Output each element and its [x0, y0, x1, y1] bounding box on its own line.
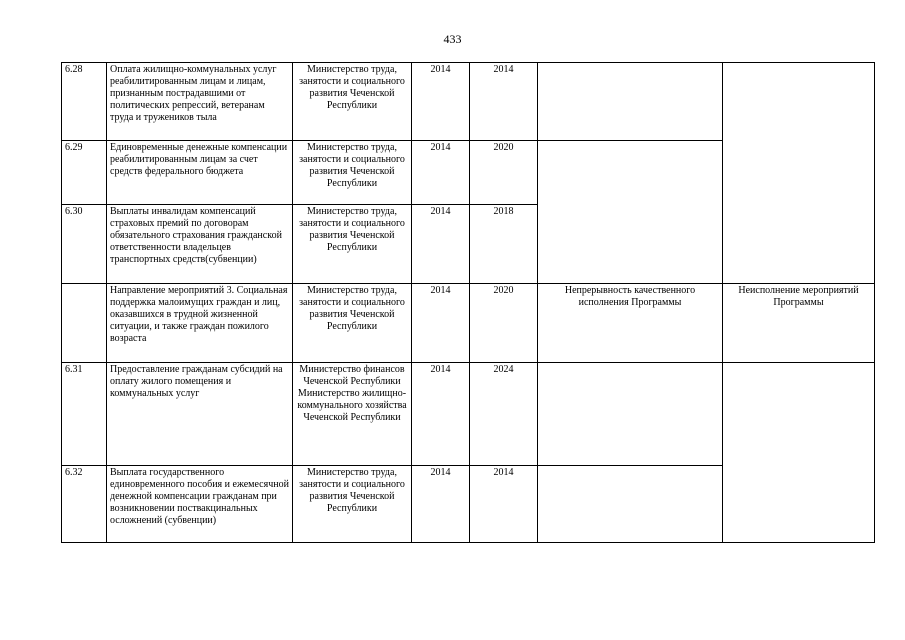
executor: Министерство труда, занятости и социального развития Чеченской Республики [293, 205, 412, 284]
result-cell [538, 363, 723, 466]
table-row [62, 363, 875, 466]
start-year: 2014 [412, 284, 470, 363]
executor: Министерство финансов Чеченской Республики Министерство жилищно-коммунального хозяйства Чеченской Республики [293, 363, 412, 466]
risk: Неисполнение мероприятий Программы [723, 284, 875, 363]
row-number: 6.32 [62, 466, 107, 543]
executor: Министерство труда, занятости и социального развития Чеченской Республики [293, 141, 412, 205]
row-number: 6.29 [62, 141, 107, 205]
end-year: 2024 [470, 363, 538, 466]
end-year: 2020 [470, 284, 538, 363]
activity-name: Единовременные денежные компенсации реабилитированным лицам за счет средств федерального бюджета [107, 141, 293, 205]
activity-name: Оплата жилищно-коммунальных услуг реабилитированным лицам и лицам, признанным пострадавшими от политических репрессий, ветеранам труда и тружеников тыла [107, 63, 293, 141]
executor: Министерство труда, занятости и социального развития Чеченской Республики [293, 284, 412, 363]
executor: Министерство труда, занятости и социального развития Чеченской Республики [293, 63, 412, 141]
end-year: 2014 [470, 63, 538, 141]
activity-name: Предоставление гражданам субсидий на оплату жилого помещения и коммунальных услуг [107, 363, 293, 466]
table-row [62, 63, 875, 141]
result-cell [538, 63, 723, 141]
result-cell [538, 466, 723, 543]
result-cell [538, 141, 723, 284]
program-activities-table [61, 62, 875, 543]
risk-cell [723, 63, 875, 284]
activity-name: Направление мероприятий 3. Социальная поддержка малоимущих граждан и лиц, оказавшихся в трудной жизненной ситуации, и также граждан пожилого возраста [107, 284, 293, 363]
executor: Министерство труда, занятости и социального развития Чеченской Республики [293, 466, 412, 543]
row-number: 6.30 [62, 205, 107, 284]
activity-name: Выплаты инвалидам компенсаций страховых премий по договорам обязательного страхования гражданской ответственности владельцев транспортных средств(субвенции) [107, 205, 293, 284]
activity-name: Выплата государственного единовременного пособия и ежемесячной денежной компенсации гражданам при возникновении поствакцинальных осложнений (субвенции) [107, 466, 293, 543]
end-year: 2014 [470, 466, 538, 543]
row-number: 6.28 [62, 63, 107, 141]
start-year: 2014 [412, 63, 470, 141]
start-year: 2014 [412, 141, 470, 205]
risk-cell [723, 363, 875, 543]
end-year: 2018 [470, 205, 538, 284]
start-year: 2014 [412, 205, 470, 284]
page-number: 433 [443, 32, 462, 46]
row-number: 6.31 [62, 363, 107, 466]
table-row [62, 284, 875, 363]
end-year: 2020 [470, 141, 538, 205]
start-year: 2014 [412, 363, 470, 466]
expected-result: Непрерывность качественного исполнения Программы [538, 284, 723, 363]
start-year: 2014 [412, 466, 470, 543]
row-number [62, 284, 107, 363]
